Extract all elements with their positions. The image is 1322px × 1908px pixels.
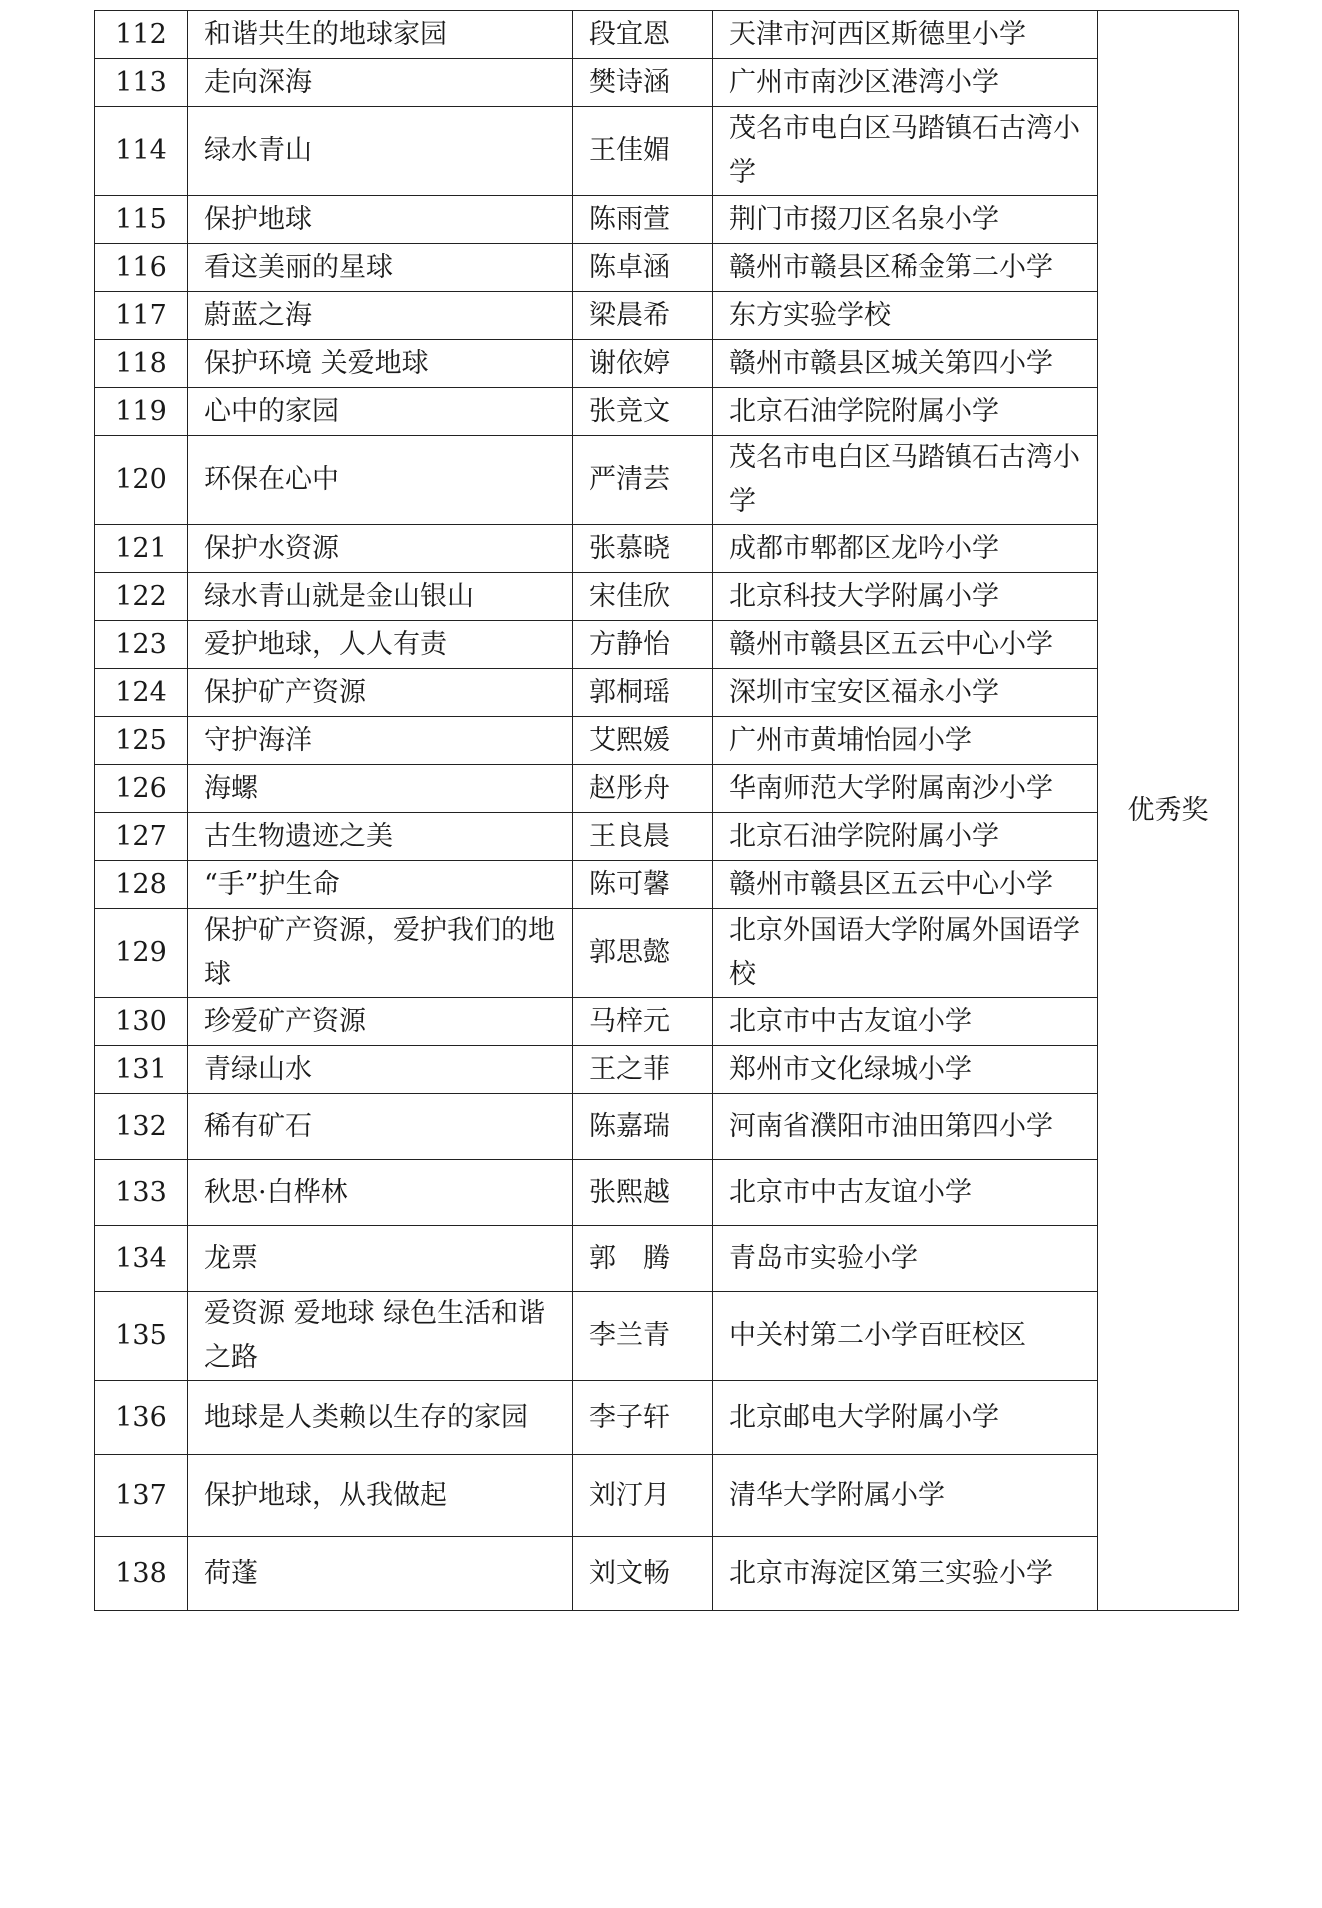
entry-title: 和谐共生的地球家园 [188, 11, 573, 59]
entry-author: 张慕晓 [573, 525, 713, 573]
entry-title: 爱护地球，人人有责 [188, 621, 573, 669]
table-row [95, 244, 1239, 292]
entry-school: 北京石油学院附属小学 [713, 388, 1098, 436]
entry-title: 保护环境 关爱地球 [188, 340, 573, 388]
entry-author: 李子轩 [573, 1381, 713, 1455]
entry-school: 北京市中古友谊小学 [713, 1160, 1098, 1226]
entry-title: 保护地球 [188, 196, 573, 244]
entry-title: 古生物遗迹之美 [188, 813, 573, 861]
entry-title: 绿水青山 [188, 107, 573, 196]
entry-school: 北京科技大学附属小学 [713, 573, 1098, 621]
entry-author: 梁晨希 [573, 292, 713, 340]
entry-school: 河南省濮阳市油田第四小学 [713, 1094, 1098, 1160]
entry-author: 王佳媚 [573, 107, 713, 196]
entry-author: 艾熙媛 [573, 717, 713, 765]
entry-number: 132 [95, 1094, 188, 1160]
entry-school: 荆门市掇刀区名泉小学 [713, 196, 1098, 244]
entry-title: 保护矿产资源，爱护我们的地球 [188, 909, 573, 998]
entry-school: 北京外国语大学附属外国语学校 [713, 909, 1098, 998]
entry-author: 王之菲 [573, 1046, 713, 1094]
award-level: 优秀奖 [1098, 11, 1239, 1611]
entry-number: 125 [95, 717, 188, 765]
table-row [95, 717, 1239, 765]
entry-title: 龙票 [188, 1226, 573, 1292]
entry-number: 117 [95, 292, 188, 340]
entry-number: 114 [95, 107, 188, 196]
entry-title: 地球是人类赖以生存的家园 [188, 1381, 573, 1455]
entry-number: 113 [95, 59, 188, 107]
entry-author: 陈卓涵 [573, 244, 713, 292]
entry-author: 郭 腾 [573, 1226, 713, 1292]
table-row [95, 436, 1239, 525]
table-row [95, 340, 1239, 388]
entry-school: 郑州市文化绿城小学 [713, 1046, 1098, 1094]
table-row [95, 861, 1239, 909]
entry-title: 海螺 [188, 765, 573, 813]
entry-number: 133 [95, 1160, 188, 1226]
entry-number: 112 [95, 11, 188, 59]
table-row [95, 1094, 1239, 1160]
table-row [95, 669, 1239, 717]
entry-title: 荷蓬 [188, 1537, 573, 1611]
entry-number: 115 [95, 196, 188, 244]
entry-author: 方静怡 [573, 621, 713, 669]
entry-title: 珍爱矿产资源 [188, 998, 573, 1046]
entry-title: 保护地球，从我做起 [188, 1455, 573, 1537]
table-row [95, 1292, 1239, 1381]
entry-number: 124 [95, 669, 188, 717]
entry-title: 青绿山水 [188, 1046, 573, 1094]
entry-school: 赣州市赣县区五云中心小学 [713, 861, 1098, 909]
entry-number: 118 [95, 340, 188, 388]
table-row [95, 909, 1239, 998]
entry-number: 138 [95, 1537, 188, 1611]
entry-school: 中关村第二小学百旺校区 [713, 1292, 1098, 1381]
awards-table-body [95, 11, 1239, 1611]
entry-author: 赵彤舟 [573, 765, 713, 813]
table-row [95, 59, 1239, 107]
entry-number: 137 [95, 1455, 188, 1537]
entry-number: 128 [95, 861, 188, 909]
table-row [95, 765, 1239, 813]
table-row [95, 1226, 1239, 1292]
entry-number: 120 [95, 436, 188, 525]
table-row [95, 1160, 1239, 1226]
entry-title: 稀有矿石 [188, 1094, 573, 1160]
entry-title: 爱资源 爱地球 绿色生活和谐之路 [188, 1292, 573, 1381]
entry-author: 樊诗涵 [573, 59, 713, 107]
entry-author: 陈可馨 [573, 861, 713, 909]
table-row [95, 621, 1239, 669]
entry-author: 刘汀月 [573, 1455, 713, 1537]
table-row [95, 388, 1239, 436]
table-row [95, 525, 1239, 573]
awards-table [94, 10, 1239, 1611]
entry-title: 蔚蓝之海 [188, 292, 573, 340]
entry-author: 李兰青 [573, 1292, 713, 1381]
entry-number: 123 [95, 621, 188, 669]
table-row [95, 998, 1239, 1046]
entry-number: 130 [95, 998, 188, 1046]
entry-school: 成都市郫都区龙吟小学 [713, 525, 1098, 573]
entry-school: 赣州市赣县区城关第四小学 [713, 340, 1098, 388]
entry-author: 郭桐瑶 [573, 669, 713, 717]
table-row [95, 107, 1239, 196]
entry-title: 绿水青山就是金山银山 [188, 573, 573, 621]
entry-title: 秋思·白桦林 [188, 1160, 573, 1226]
entry-title: 保护矿产资源 [188, 669, 573, 717]
entry-number: 127 [95, 813, 188, 861]
entry-school: 深圳市宝安区福永小学 [713, 669, 1098, 717]
entry-title: “手”护生命 [188, 861, 573, 909]
entry-author: 王良晨 [573, 813, 713, 861]
entry-number: 126 [95, 765, 188, 813]
entry-school: 茂名市电白区马踏镇石古湾小学 [713, 436, 1098, 525]
entry-school: 北京市中古友谊小学 [713, 998, 1098, 1046]
entry-title: 看这美丽的星球 [188, 244, 573, 292]
entry-author: 严清芸 [573, 436, 713, 525]
table-row [95, 1455, 1239, 1537]
table-row [95, 1381, 1239, 1455]
entry-school: 北京市海淀区第三实验小学 [713, 1537, 1098, 1611]
entry-school: 青岛市实验小学 [713, 1226, 1098, 1292]
entry-author: 陈雨萱 [573, 196, 713, 244]
entry-author: 马梓元 [573, 998, 713, 1046]
entry-number: 122 [95, 573, 188, 621]
entry-number: 136 [95, 1381, 188, 1455]
entry-author: 陈嘉瑞 [573, 1094, 713, 1160]
entry-school: 东方实验学校 [713, 292, 1098, 340]
entry-number: 134 [95, 1226, 188, 1292]
entry-number: 116 [95, 244, 188, 292]
entry-school: 广州市南沙区港湾小学 [713, 59, 1098, 107]
entry-author: 谢依婷 [573, 340, 713, 388]
table-row [95, 11, 1239, 59]
table-row [95, 573, 1239, 621]
table-row [95, 813, 1239, 861]
entry-author: 张竞文 [573, 388, 713, 436]
entry-school: 华南师范大学附属南沙小学 [713, 765, 1098, 813]
entry-school: 北京邮电大学附属小学 [713, 1381, 1098, 1455]
table-row [95, 292, 1239, 340]
entry-school: 赣州市赣县区稀金第二小学 [713, 244, 1098, 292]
entry-number: 119 [95, 388, 188, 436]
entry-author: 段宜恩 [573, 11, 713, 59]
entry-author: 郭思懿 [573, 909, 713, 998]
entry-title: 环保在心中 [188, 436, 573, 525]
entry-author: 宋佳欣 [573, 573, 713, 621]
entry-title: 心中的家园 [188, 388, 573, 436]
table-row [95, 196, 1239, 244]
entry-number: 135 [95, 1292, 188, 1381]
entry-school: 广州市黄埔怡园小学 [713, 717, 1098, 765]
entry-title: 保护水资源 [188, 525, 573, 573]
entry-author: 刘文畅 [573, 1537, 713, 1611]
entry-school: 清华大学附属小学 [713, 1455, 1098, 1537]
entry-school: 北京石油学院附属小学 [713, 813, 1098, 861]
table-row [95, 1046, 1239, 1094]
table-row [95, 1537, 1239, 1611]
entry-number: 121 [95, 525, 188, 573]
entry-author: 张熙越 [573, 1160, 713, 1226]
entry-title: 走向深海 [188, 59, 573, 107]
entry-number: 131 [95, 1046, 188, 1094]
entry-school: 天津市河西区斯德里小学 [713, 11, 1098, 59]
entry-school: 赣州市赣县区五云中心小学 [713, 621, 1098, 669]
entry-number: 129 [95, 909, 188, 998]
entry-school: 茂名市电白区马踏镇石古湾小学 [713, 107, 1098, 196]
entry-title: 守护海洋 [188, 717, 573, 765]
